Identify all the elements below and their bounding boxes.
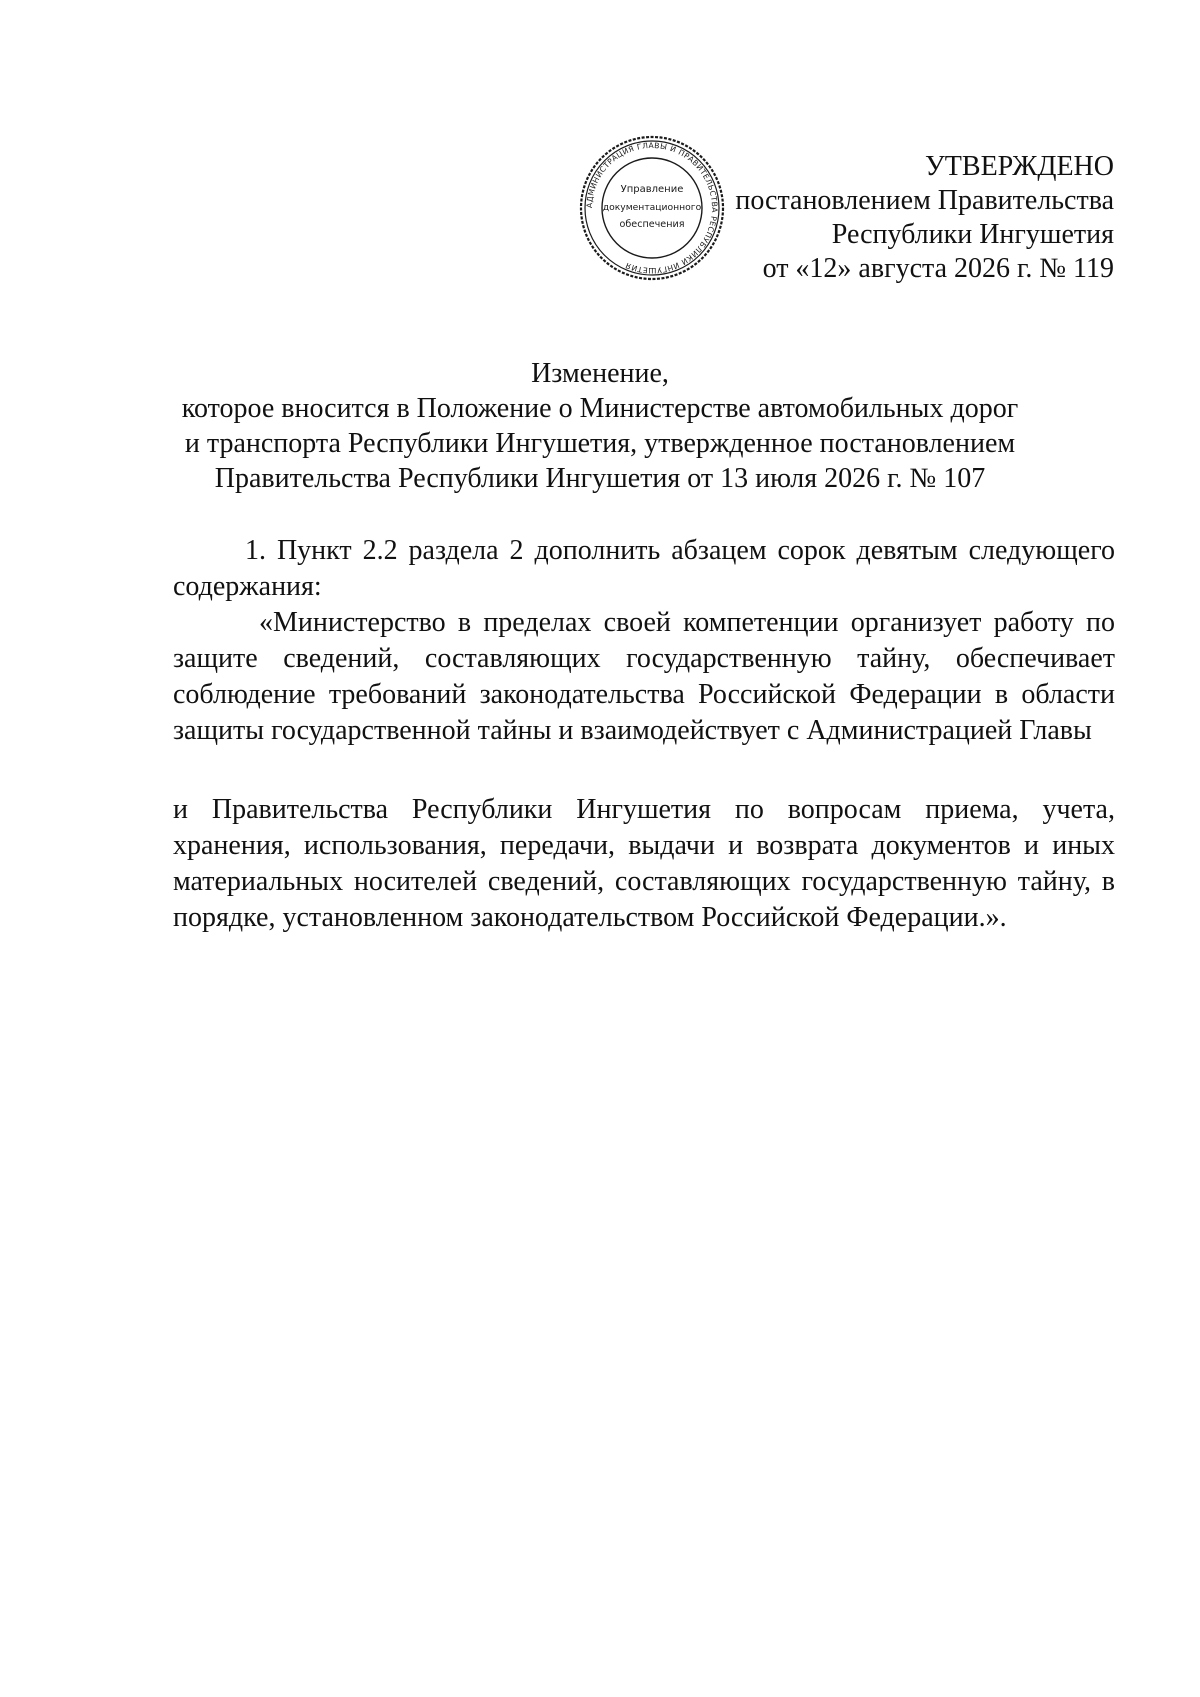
body-block-1 [173, 533, 1115, 749]
approval-heading: УТВЕРЖДЕНО [924, 151, 1114, 182]
quote-paragraph-part-2: и Правительства Республики Ингушетия по вопросам приема, учета, хранения, использования, передачи, выдачи и возврата документов и иных материальных носителей сведений, составляющих государственную тайну, в порядке, установленном законодательством Российской Федерации.». [173, 794, 1115, 933]
item-1-paragraph: 1. Пункт 2.2 раздела 2 дополнить абзацем сорок девятым следующего содержания: [173, 535, 1115, 602]
quote-paragraph-part-1: «Министерство в пределах своей компетенции организует работу по защите сведений, составляющих государственную тайну, обеспечивает соблюдение требований законодательства Российской Федерации в области защиты государственной тайны и взаимодействует с Администрацией Главы [173, 607, 1115, 746]
approval-decree-line: постановлением Правительства [735, 185, 1114, 216]
approval-republic-line: Республики Ингушетия [831, 219, 1114, 250]
document-title [140, 356, 1060, 496]
title-line-4: Правительства Республики Ингушетия от 13 июля 2026 г. № 107 [214, 463, 986, 494]
svg-text:Управление: Управление [620, 184, 684, 195]
official-stamp [578, 134, 726, 282]
svg-text:документационного: документационного [602, 202, 702, 213]
svg-text:АДМИНИСТРАЦИЯ ГЛАВЫ И ПРАВИТЕЛ: АДМИНИСТРАЦИЯ ГЛАВЫ И ПРАВИТЕЛЬСТВА РЕСПУБЛИКИ ИНГУШЕТИЯ [584, 140, 720, 276]
approval-block [735, 150, 1114, 286]
body-block-2 [173, 792, 1115, 936]
approval-date-number: от «12» августа 2026 г. № 119 [762, 253, 1114, 284]
svg-text:обеспечения: обеспечения [619, 219, 685, 230]
title-line-3: и транспорта Республики Ингушетия, утвержденное постановлением [184, 428, 1016, 459]
title-line-2: которое вносится в Положение о Министерстве автомобильных дорог [181, 393, 1019, 424]
title-line-1: Изменение, [531, 358, 669, 389]
